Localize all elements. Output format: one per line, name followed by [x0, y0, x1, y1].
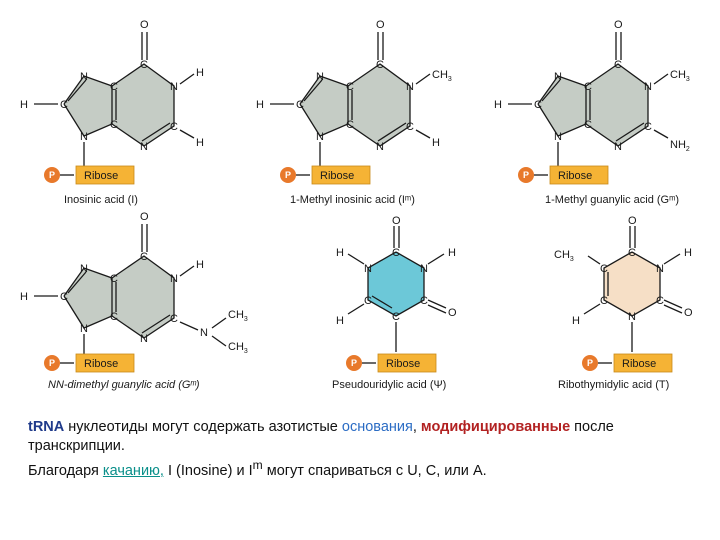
ribose-label: Ribose [386, 358, 421, 370]
ribose-label: Ribose [84, 170, 119, 182]
atom-n: N [80, 263, 88, 275]
ribose-label: Ribose [622, 358, 657, 370]
atom-n: N [614, 141, 622, 153]
atom-c: C [376, 59, 384, 71]
atom-o: O [392, 215, 401, 227]
ribose-label: Ribose [558, 170, 593, 182]
atom-c: C [600, 263, 608, 275]
atom-n: N [200, 327, 208, 339]
methyl-group: $CH_3$ [228, 309, 248, 323]
atom-c: C [420, 295, 428, 307]
atom-h: H [336, 315, 344, 327]
atom-c: C [628, 247, 636, 259]
atom-c: C [600, 295, 608, 307]
atom-h: H [196, 137, 204, 149]
ribose-group [582, 354, 672, 372]
atom-h: H [432, 137, 440, 149]
atom-c: C [296, 99, 304, 111]
methyl-group: $CH_3$ [432, 69, 452, 83]
atom-o: O [684, 307, 693, 319]
atom-h: H [572, 315, 580, 327]
phosphate-label: P [351, 358, 358, 368]
atom-c: C [170, 313, 178, 325]
atom-c: C [614, 59, 622, 71]
ribose-label: Ribose [320, 170, 355, 182]
atom-n: N [656, 263, 664, 275]
atom-o: O [448, 307, 457, 319]
atom-o: O [140, 211, 149, 223]
atom-c: C [584, 119, 592, 131]
trna-term: tRNA [28, 419, 65, 435]
atom-c: C [364, 295, 372, 307]
molecule-caption: Pseudouridylic acid (Ψ) [332, 379, 447, 391]
atom-c: C [60, 291, 68, 303]
atom-c: C [110, 311, 118, 323]
atom-n: N [140, 333, 148, 345]
ribose-group [346, 354, 436, 372]
atom-o: O [376, 19, 385, 31]
phosphate-label: P [49, 170, 56, 180]
molecule-caption: Ribothymidylic acid (T) [558, 379, 670, 391]
atom-h: H [448, 247, 456, 259]
molecule-inosinic [20, 19, 204, 166]
atom-h: H [196, 67, 204, 79]
phosphate-label: P [285, 170, 292, 180]
atom-n: N [316, 71, 324, 83]
methyl-group: $CH_3$ [554, 249, 574, 263]
bases-term: основания [341, 419, 413, 435]
molecule-caption: 1-Methyl guanylic acid (Gᵐ) [545, 194, 680, 206]
caption-text: нуклеотиды могут содержать азотистые [64, 419, 342, 435]
atom-o: O [628, 215, 637, 227]
atom-n: N [170, 81, 178, 93]
modified-term: модифицированные [420, 419, 571, 435]
atom-c: C [110, 81, 118, 93]
caption-text: Благодаря [28, 462, 103, 479]
atom-c: C [110, 273, 118, 285]
atom-n: N [80, 71, 88, 83]
atom-o: O [614, 19, 623, 31]
caption-text: могут спариваться с U, C, или A. [262, 462, 487, 479]
atom-n: N [170, 273, 178, 285]
atom-h: H [196, 259, 204, 271]
phosphate-label: P [587, 358, 594, 368]
molecule-pseudouridylic [336, 215, 457, 352]
molecule-caption: NN-dimethyl guanylic acid (Gᵐ) [48, 379, 200, 391]
atom-n: N [644, 81, 652, 93]
atom-h: H [20, 99, 28, 111]
atom-n: N [80, 131, 88, 143]
atom-n: N [420, 263, 428, 275]
molecule-caption: 1-Methyl inosinic acid (Iᵐ) [290, 194, 415, 206]
atom-h: H [20, 291, 28, 303]
atom-c: C [140, 59, 148, 71]
atom-c: C [110, 119, 118, 131]
ribose-group [44, 354, 134, 372]
caption-text: I (Inosine) и I [163, 462, 253, 479]
molecule-methylinosinic [256, 19, 452, 166]
atom-n: N [628, 311, 636, 323]
atom-n: N [316, 131, 324, 143]
atom-h: H [684, 247, 692, 259]
atom-c: C [60, 99, 68, 111]
ribose-group [280, 166, 370, 184]
methyl-group: $CH_3$ [670, 69, 690, 83]
atom-n: N [554, 131, 562, 143]
phosphate-label: P [523, 170, 530, 180]
atom-c: C [392, 247, 400, 259]
atom-n: N [554, 71, 562, 83]
superscript-m: m [252, 458, 263, 472]
atom-c: C [140, 251, 148, 263]
atom-h: H [336, 247, 344, 259]
caption-text: после транскрипции. [28, 419, 614, 454]
phosphate-label: P [49, 358, 56, 368]
atom-n: N [80, 323, 88, 335]
atom-c: C [584, 81, 592, 93]
ribose-group [44, 166, 134, 184]
caption-text: , [412, 419, 421, 435]
atom-n: N [376, 141, 384, 153]
atom-c: C [346, 119, 354, 131]
atom-c: C [656, 295, 664, 307]
ribose-label: Ribose [84, 358, 119, 370]
atom-h: H [494, 99, 502, 111]
atom-n: N [406, 81, 414, 93]
wobble-link[interactable]: качанию, [102, 462, 164, 479]
atom-c: C [170, 121, 178, 133]
molecule-dimethylguanylic [20, 211, 248, 358]
description-text [28, 418, 698, 481]
atom-n: N [140, 141, 148, 153]
molecule-ribothymidylic [554, 215, 693, 352]
atom-h: H [256, 99, 264, 111]
atom-c: C [346, 81, 354, 93]
atom-c: C [534, 99, 542, 111]
molecule-caption: Inosinic acid (I) [64, 194, 138, 206]
atom-o: O [140, 19, 149, 31]
atom-c: C [392, 311, 400, 323]
molecule-methylguanylic [494, 19, 690, 166]
atom-n: N [364, 263, 372, 275]
methyl-group: $CH_3$ [228, 341, 248, 355]
ribose-group [518, 166, 608, 184]
atom-c: C [644, 121, 652, 133]
atom-c: C [406, 121, 414, 133]
amino-group: $NH_2$ [670, 139, 690, 153]
